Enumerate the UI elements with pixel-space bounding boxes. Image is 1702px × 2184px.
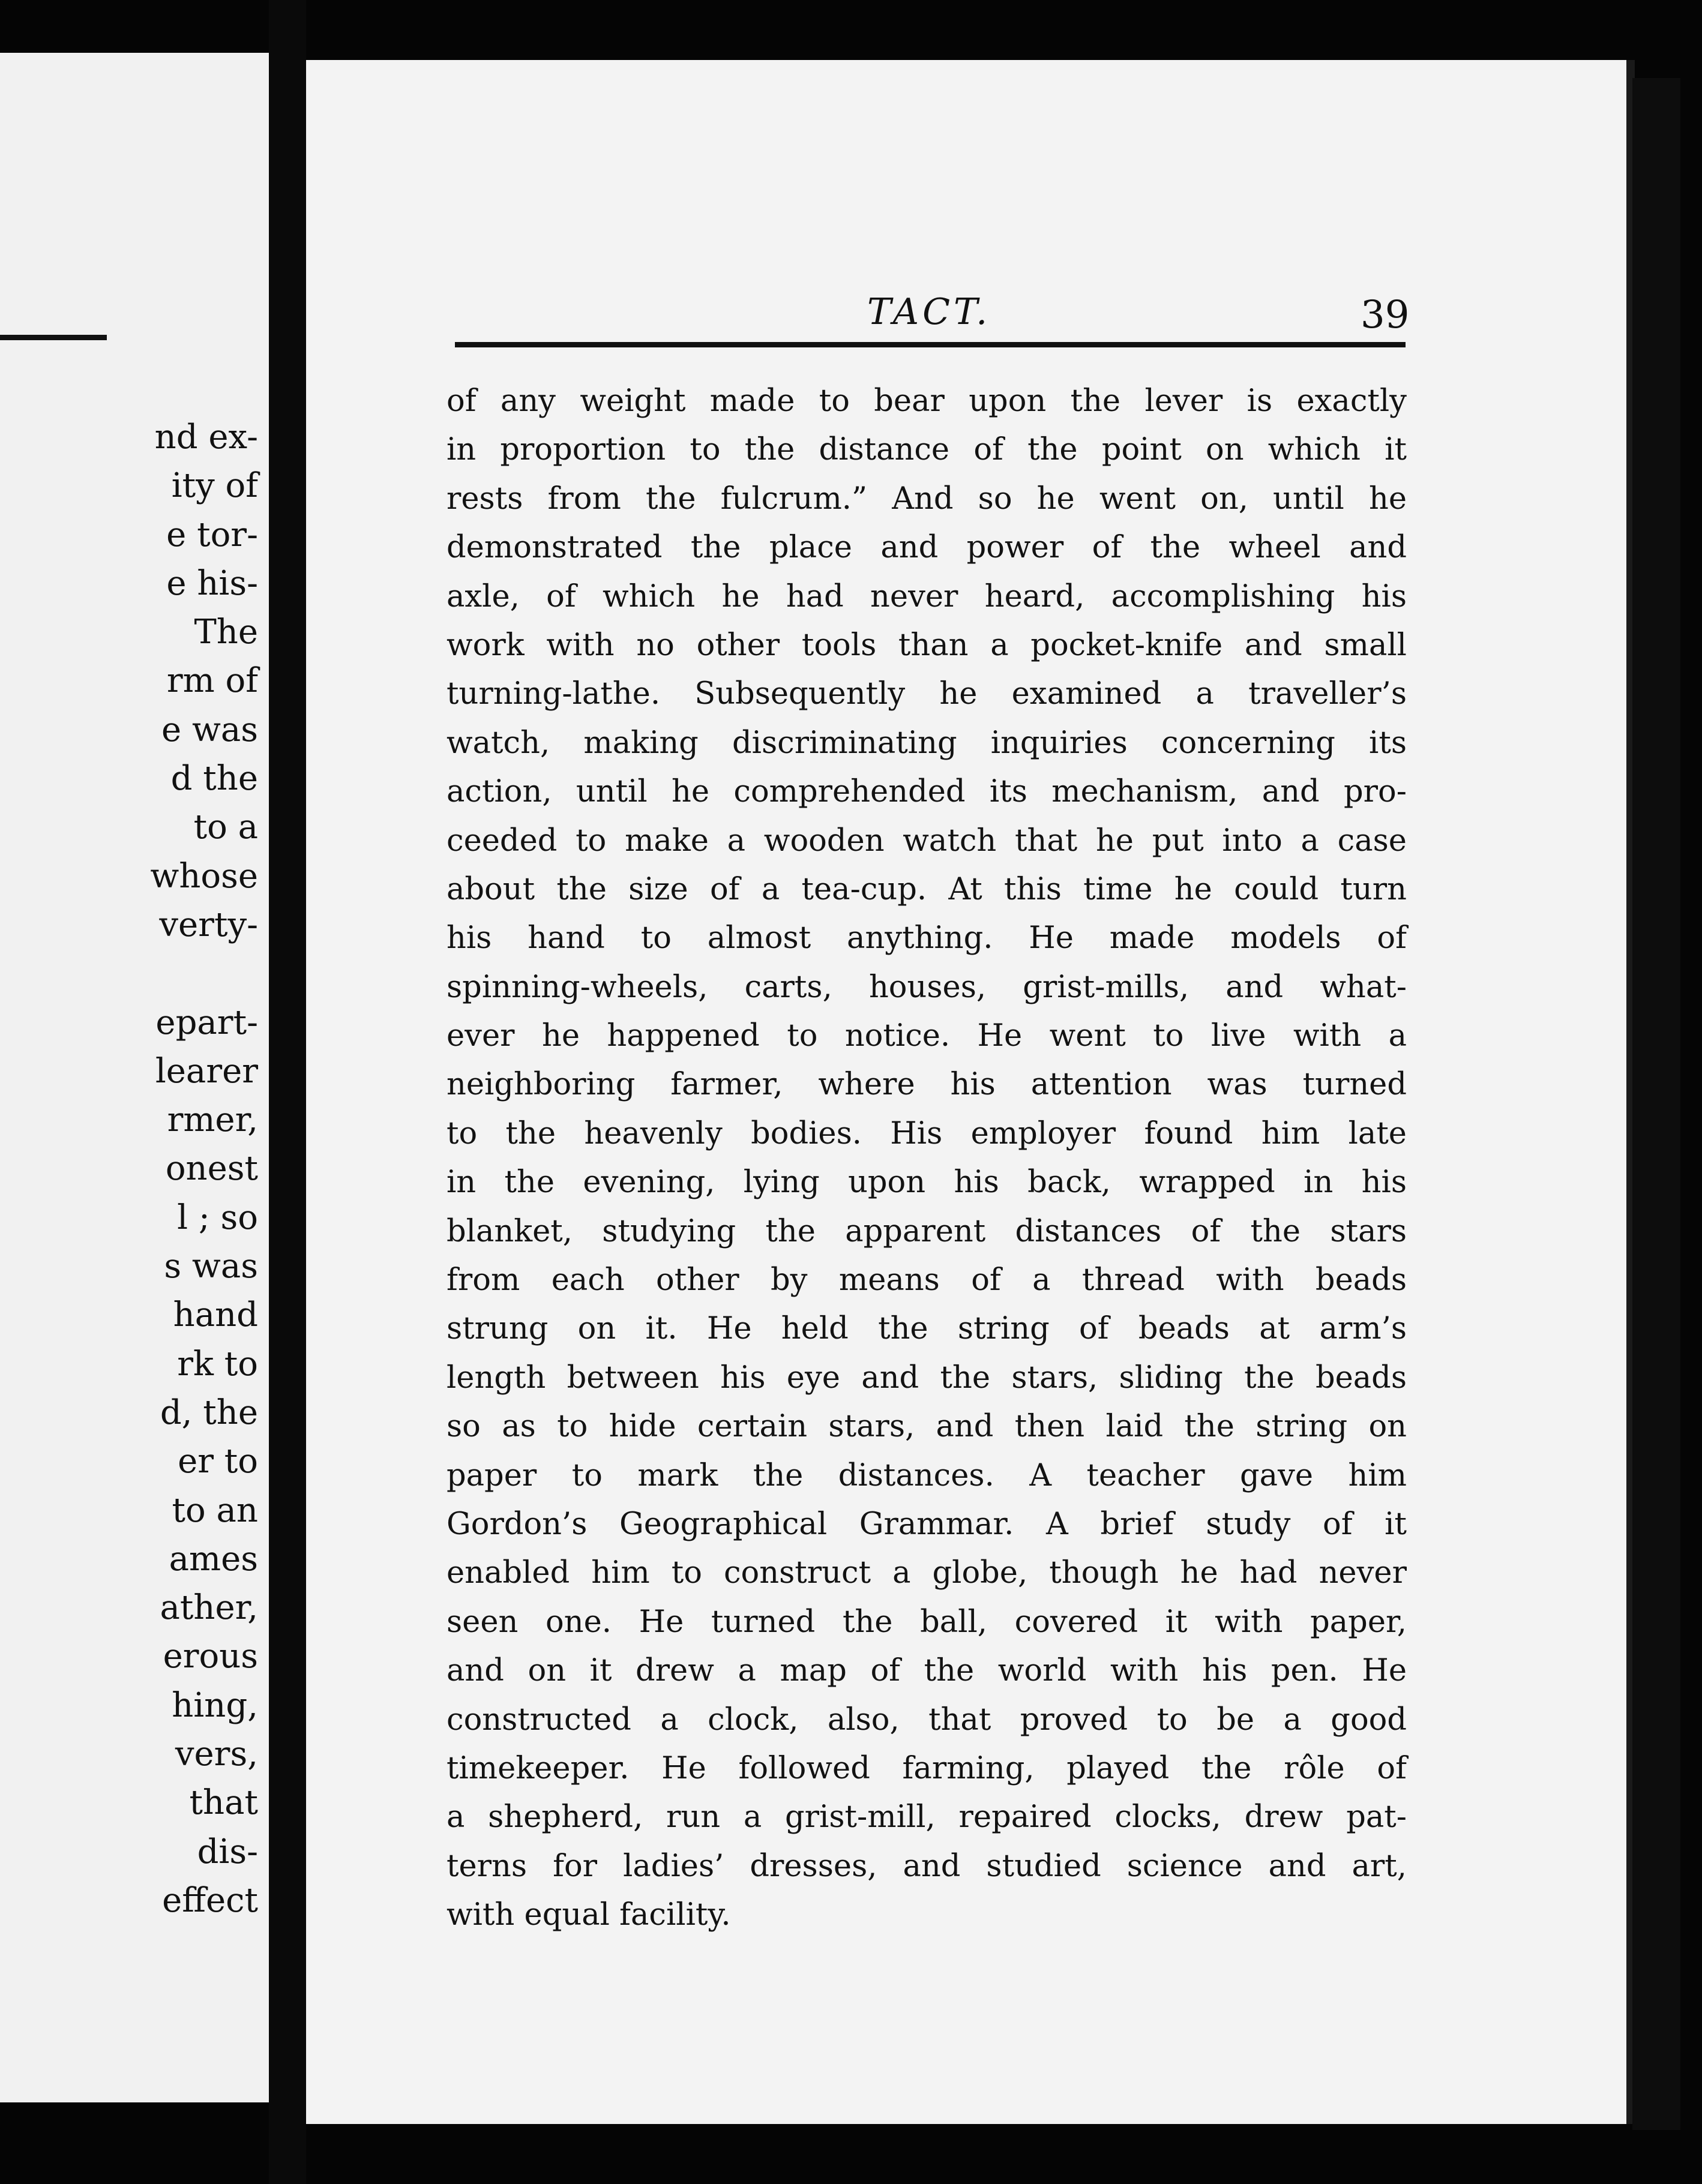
- left-header-rule: [0, 335, 107, 340]
- left-text-line: effect: [162, 1880, 258, 1920]
- left-text-line: to an: [172, 1490, 258, 1530]
- text-line: axle, of which he had never heard, accomplishing his: [447, 578, 1407, 614]
- left-text-line: that: [189, 1783, 258, 1823]
- text-line: demonstrated the place and power of the wheel and: [447, 530, 1407, 566]
- left-text-line: rk to: [177, 1344, 258, 1384]
- text-line: seen one. He turned the ball, covered it with paper,: [447, 1604, 1407, 1640]
- left-text-line: onest: [165, 1149, 258, 1189]
- body-text: [447, 377, 1407, 1940]
- left-text-line: l ; so: [177, 1198, 258, 1237]
- text-line: in proportion to the distance of the point on which it: [447, 432, 1407, 468]
- text-line: strung on it. He held the string of beads at arm’s: [447, 1311, 1407, 1347]
- left-text-line: nd ex-: [154, 418, 258, 457]
- text-line: timekeeper. He followed farming, played the rôle of: [447, 1750, 1407, 1786]
- left-text-line: ity of: [171, 466, 258, 506]
- page-number: 39: [1361, 293, 1410, 337]
- left-text-line: ather,: [160, 1588, 258, 1628]
- text-line: in the evening, lying upon his back, wrapped in his: [447, 1165, 1407, 1201]
- text-line: about the size of a tea-cup. At this time he could turn: [447, 871, 1407, 907]
- text-line: a shepherd, run a grist-mill, repaired clocks, drew pat-: [447, 1799, 1407, 1835]
- left-text-line: epart-: [155, 1003, 258, 1042]
- left-text-line: s was: [164, 1247, 258, 1286]
- text-line: neighboring farmer, where his attention was turned: [447, 1067, 1407, 1103]
- text-line: his hand to almost anything. He made models of: [447, 920, 1407, 956]
- text-line: of any weight made to bear upon the lever is exactly: [447, 383, 1407, 419]
- text-line: blanket, studying the apparent distances of the stars: [447, 1213, 1407, 1249]
- left-text-line: verty-: [159, 905, 258, 944]
- header-rule: [455, 342, 1406, 347]
- text-line: turning-lathe. Subsequently he examined a traveller’s: [447, 676, 1407, 712]
- text-line: paper to mark the distances. A teacher gave him: [447, 1457, 1407, 1493]
- text-line: length between his eye and the stars, sliding the beads: [447, 1360, 1407, 1396]
- text-line: constructed a clock, also, that proved to be a good: [447, 1702, 1407, 1738]
- text-line: with equal facility.: [447, 1897, 731, 1933]
- left-text-line: whose: [150, 856, 258, 896]
- left-text-line: dis-: [197, 1832, 258, 1871]
- left-text-line: vers,: [175, 1735, 258, 1774]
- left-text-line: d, the: [160, 1393, 258, 1432]
- book-gutter: [269, 0, 306, 2184]
- left-text-line: e his-: [166, 563, 258, 603]
- left-text-line: er to: [178, 1442, 258, 1481]
- left-text-line: to a: [193, 808, 258, 847]
- text-line: ever he happened to notice. He went to live with a: [447, 1018, 1407, 1054]
- text-line: work with no other tools than a pocket-knife and small: [447, 627, 1407, 663]
- left-text-line: e was: [161, 710, 258, 749]
- left-text-line: hand: [173, 1295, 258, 1335]
- text-line: enabled him to construct a globe, though he had never: [447, 1555, 1407, 1591]
- page-39: [306, 60, 1635, 2124]
- left-text-line: rmer,: [167, 1100, 258, 1140]
- text-line: watch, making discriminating inquiries concerning its: [447, 725, 1407, 761]
- left-text-line: The: [194, 613, 258, 652]
- left-text-line: d the: [170, 759, 258, 799]
- text-line: so as to hide certain stars, and then laid the string on: [447, 1409, 1407, 1445]
- text-line: ceeded to make a wooden watch that he put into a case: [447, 823, 1407, 859]
- left-page-text: [150, 413, 258, 1925]
- text-line: Gordon’s Geographical Grammar. A brief study of it: [447, 1506, 1407, 1542]
- running-title: TACT.: [867, 291, 991, 333]
- facing-page-left: [0, 53, 269, 2102]
- text-line: to the heavenly bodies. His employer found him late: [447, 1115, 1407, 1151]
- left-text-line: erous: [163, 1637, 258, 1676]
- text-line: terns for ladies’ dresses, and studied science and art,: [447, 1848, 1407, 1884]
- left-text-line: e tor-: [166, 515, 258, 554]
- text-line: spinning-wheels, carts, houses, grist-mills, and what-: [447, 969, 1407, 1005]
- left-text-line: learer: [155, 1051, 258, 1091]
- left-text-line: hing,: [172, 1685, 258, 1725]
- text-line: and on it drew a map of the world with his pen. He: [447, 1653, 1407, 1689]
- left-text-line: rm of: [166, 661, 258, 701]
- text-line: from each other by means of a thread with beads: [447, 1262, 1407, 1298]
- text-line: action, until he comprehended its mechanism, and pro-: [447, 774, 1407, 810]
- left-text-line: ames: [169, 1539, 258, 1579]
- text-line: rests from the fulcrum.” And so he went on, until he: [447, 481, 1407, 517]
- page-edge-shadow: [1632, 78, 1680, 2130]
